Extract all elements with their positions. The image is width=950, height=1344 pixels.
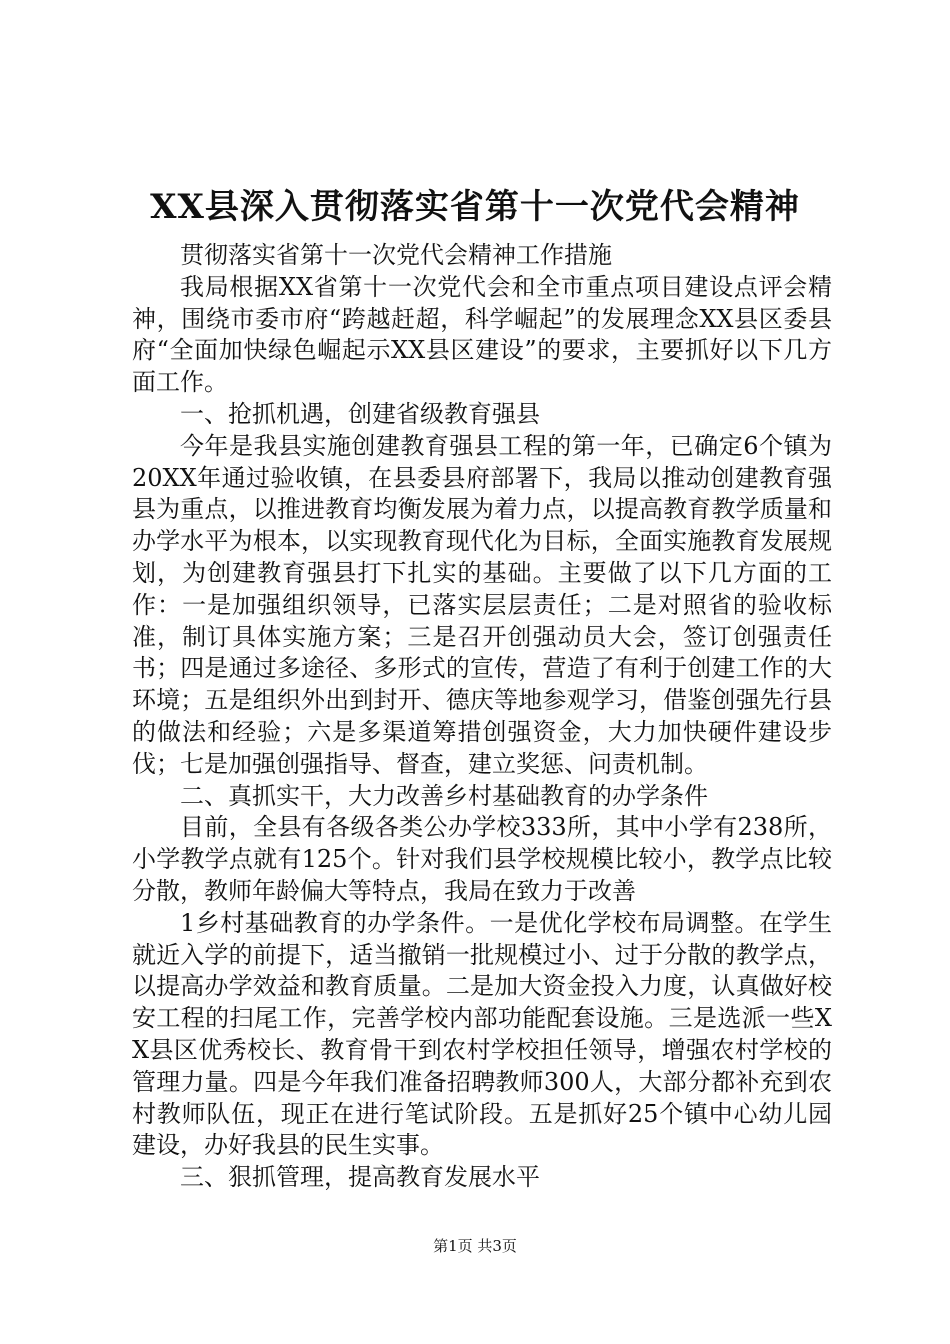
section3-heading: 三、狠抓管理，提高教育发展水平 — [180, 1163, 540, 1192]
section2-heading: 二、真抓实干，大力改善乡村基础教育的办学条件 — [180, 781, 708, 810]
document-body — [132, 240, 832, 1194]
intro-paragraph: 我局根据XX省第十一次党代会和全市重点项目建设点评会精神，围绕市委市府“跨越赶超，科学崛起”的发展理念XX县区委县府“全面加快绿色崛起示XX县区建设”的要求，主要抓好以下几方面工作。 — [132, 272, 832, 397]
document-title: XX县深入贯彻落实省第十一次党代会精神 — [150, 187, 800, 227]
section1-heading: 一、抢抓机遇，创建省级教育强县 — [180, 399, 540, 428]
section2-paragraph-a: 目前，全县有各级各类公办学校333所，其中小学有238所，小学教学点就有125个。针对我们县学校规模比较小，教学点比较分散，教师年龄偏大等特点，我局在致力于改善 — [132, 813, 832, 905]
section1-paragraph: 今年是我县实施创建教育强县工程的第一年，已确定6个镇为20XX年通过验收镇，在县委县府部署下，我局以推动创建教育强县为重点，以推进教育均衡发展为着力点，以提高教育教学质量和办学水平为根本，以实现教育现代化为目标，全面实施教育发展规划，为创建教育强县打下扎实的基础。主要做了以下几方面的工作：一是加强组织领导，已落实层层责任；二是对照省的验收标准，制订具体实施方案；三是召开创强动员大会，签订创强责任书；四是通过多途径、多形式的宣传，营造了有利于创建工作的大环境；五是组织外出到封开、德庆等地参观学习，借鉴创强先行县的做法和经验；六是多渠道筹措创强资金，大力加快硬件建设步伐；七是加强创强指导、督查，建立奖惩、问责机制。 — [132, 431, 832, 778]
document-subtitle: 贯彻落实省第十一次党代会精神工作措施 — [180, 241, 612, 269]
section2-paragraph-b: 1乡村基础教育的办学条件。一是优化学校布局调整。在学生就近入学的前提下，适当撤销一批规模过小、过于分散的教学点，以提高办学效益和教育质量。二是加大资金投入力度，认真做好校安工程的扫尾工作，完善学校内部功能配套设施。三是选派一些XX县区优秀校长、教育骨干到农村学校担任领导，增强农村学校的管理力量。四是今年我们准备招聘教师300人，大部分都补充到农村教师队伍，现正在进行笔试阶段。五是抓好25个镇中心幼儿园建设，办好我县的民生实事。 — [132, 908, 832, 1160]
page-number-footer: 第1页 共3页 — [433, 1237, 517, 1255]
